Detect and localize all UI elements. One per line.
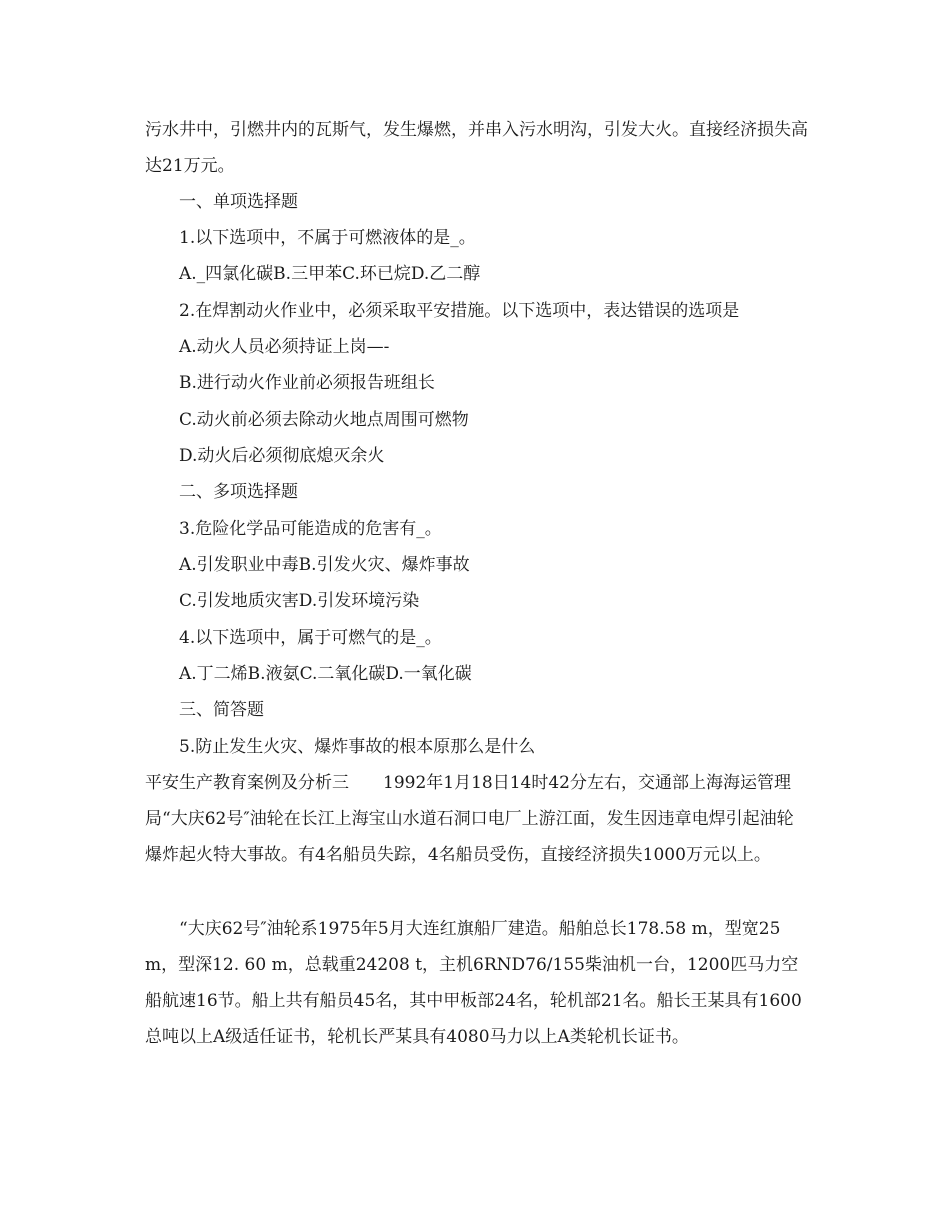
section-heading-multiple-choice: 二、多项选择题 (179, 482, 298, 502)
ship-details-paragraph: “大庆62号″油轮系1975年5月大连红旗船厂建造。船舶总长178.58 m，型宽25 m，型深12. 60 m，总载重24208 t，主机6RND76/155柴油机一台，1200匹马力空船航速16节。船上共有船员45名，其中甲板部24名，轮机部21名。船长王某具有1600总吨以上A级适任证书，轮机长严某具有4080马力以上A类轮机长证书。 (145, 919, 802, 1047)
question-3: 3.危险化学品可能造成的危害有_。 (179, 519, 442, 539)
question-3-options-cd: C.引发地质灾害D.引发环境污染 (179, 591, 420, 611)
question-1: 1.以下选项中，不属于可燃液体的是_。 (179, 228, 476, 248)
paragraph-intro: 污水井中，引燃井内的瓦斯气，发生爆燃，并串入污水明沟，引发大火。直接经济损失高达21万元。 (145, 120, 808, 176)
question-5: 5.防止发生火灾、爆炸事故的根本原那么是什么 (179, 737, 536, 757)
question-2-option-d: D.动火后必须彻底熄灭余火 (179, 446, 385, 466)
question-2-option-b: B.进行动火作业前必须报告班组长 (179, 373, 435, 393)
section-heading-short-answer: 三、简答题 (179, 700, 264, 720)
question-4-options: A.丁二烯B.液氨C.二氧化碳D.一氧化碳 (179, 664, 472, 684)
question-3-options-ab: A.引发职业中毒B.引发火灾、爆炸事故 (179, 555, 470, 575)
question-1-options: A._四氯化碳B.三甲苯C.环已烷D.乙二醇 (179, 264, 481, 284)
case-study-paragraph: 平安生产教育案例及分析三 1992年1月18日14时42分左右，交通部上海海运管理局“大庆62号″油轮在长江上海宝山水道石洞口电厂上游江面，发生因违章电焊引起油轮爆炸起火特大事故。有4名船员失踪，4名船员受伤，直接经济损失1000万元以上。 (145, 773, 794, 865)
section-heading-single-choice: 一、单项选择题 (179, 192, 298, 212)
question-2: 2.在焊割动火作业中，必须采取平安措施。以下选项中，表达错误的选项是 (179, 301, 740, 321)
question-2-option-c: C.动火前必须去除动火地点周围可燃物 (179, 410, 469, 430)
question-2-option-a: A.动火人员必须持证上岗—- (179, 337, 390, 357)
question-4: 4.以下选项中，属于可燃气的是_。 (179, 628, 442, 648)
